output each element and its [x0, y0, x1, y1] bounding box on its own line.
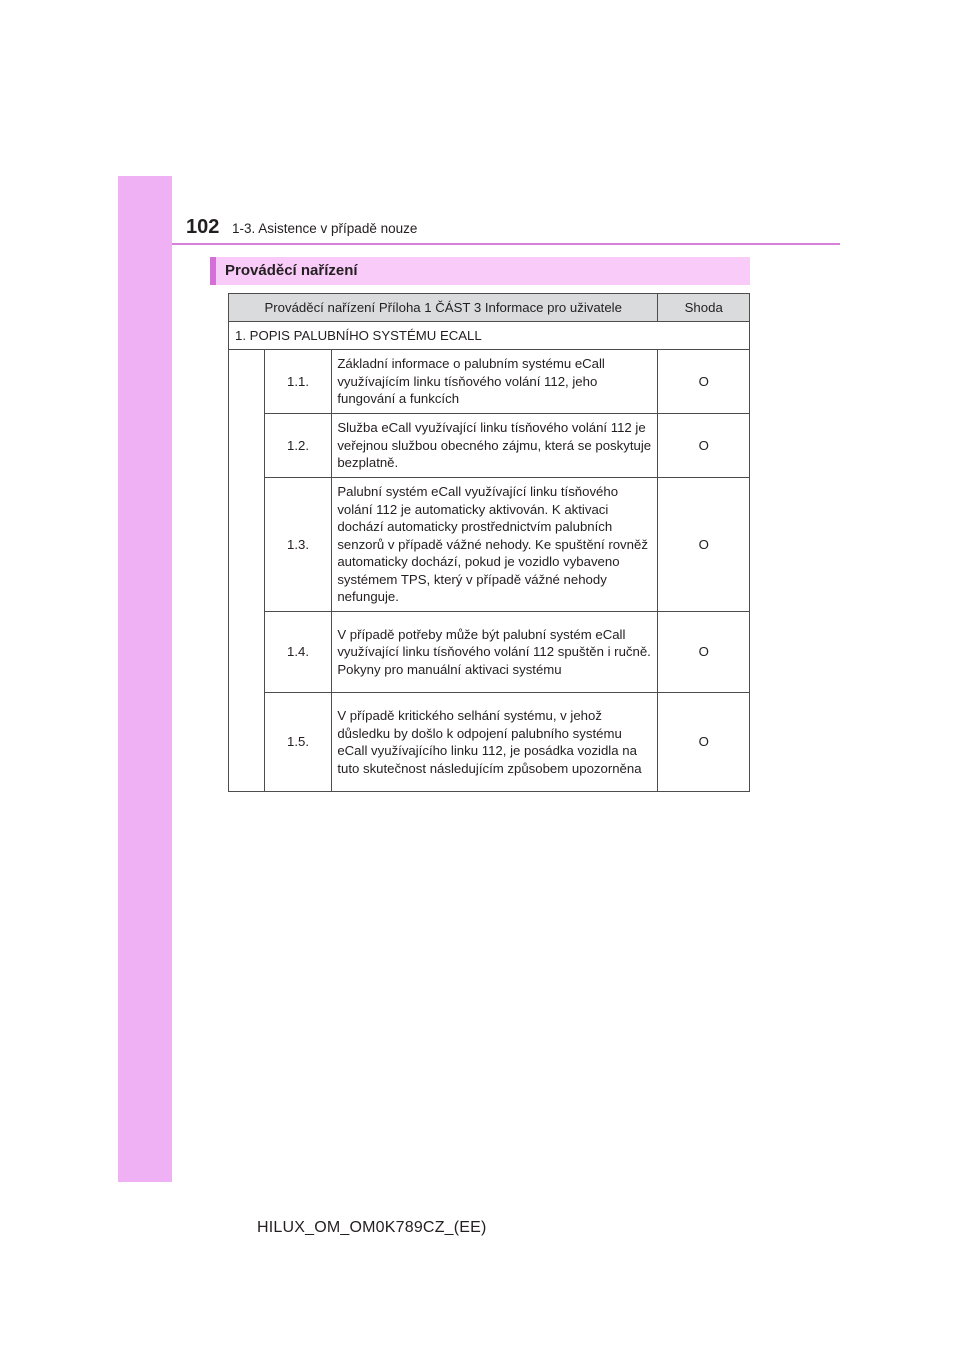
row-number: 1.5.: [264, 693, 332, 792]
page-number: 102: [186, 216, 220, 238]
table-header-row: [229, 294, 750, 322]
row-match-mark: O: [658, 350, 750, 414]
row-match-mark: O: [658, 414, 750, 478]
table-section-row: [229, 322, 750, 350]
table-row: [229, 612, 750, 693]
row-description: V případě potřeby může být palubní systém eCall využívající linku tísňového volání 112 spuštěn i ručně. Pokyny pro manuální aktivaci systému: [332, 612, 658, 693]
table-row: [229, 350, 750, 414]
column-header-requirement: Prováděcí nařízení Příloha 1 ČÁST 3 Informace pro uživatele: [229, 294, 658, 322]
chapter-sidebar-tab: [118, 176, 172, 1182]
table-row: [229, 478, 750, 612]
table-row: [229, 414, 750, 478]
row-number: 1.3.: [264, 478, 332, 612]
row-description: Palubní systém eCall využívající linku tísňového volání 112 je automaticky aktivován. K aktivaci dochází automaticky prostřednictvím palubních senzorů v případě vážné nehody. Ke spuštění rovněž automaticky dochází, pokud je vozidlo vybaveno systémem TPS, který v případě vážné nehody nefunguje.: [332, 478, 658, 612]
indent-cell: [229, 350, 265, 792]
column-header-match: Shoda: [658, 294, 750, 322]
row-number: 1.1.: [264, 350, 332, 414]
footer-document-code: HILUX_OM_OM0K789CZ_(EE): [257, 1219, 487, 1236]
row-number: 1.2.: [264, 414, 332, 478]
section-heading: [210, 257, 750, 285]
regulation-table: [228, 293, 750, 792]
header-divider: [172, 243, 840, 245]
section-heading-text: Prováděcí nařízení: [225, 262, 358, 279]
row-description: V případě kritického selhání systému, v jehož důsledku by došlo k odpojení palubního systému eCall využívajícího linku 112, je posádka vozidla na tuto skutečnost následujícím způsobem upozorněna: [332, 693, 658, 792]
row-match-mark: O: [658, 612, 750, 693]
row-match-mark: O: [658, 478, 750, 612]
table-row: [229, 693, 750, 792]
row-match-mark: O: [658, 693, 750, 792]
row-description: Služba eCall využívající linku tísňového volání 112 je veřejnou službou obecného zájmu, která se poskytuje bezplatně.: [332, 414, 658, 478]
section-row-label: 1. POPIS PALUBNÍHO SYSTÉMU ECALL: [229, 322, 750, 350]
row-description: Základní informace o palubním systému eCall využívajícím linku tísňového volání 112, jeho fungování a funkcích: [332, 350, 658, 414]
row-number: 1.4.: [264, 612, 332, 693]
chapter-title: 1-3. Asistence v případě nouze: [232, 221, 418, 236]
